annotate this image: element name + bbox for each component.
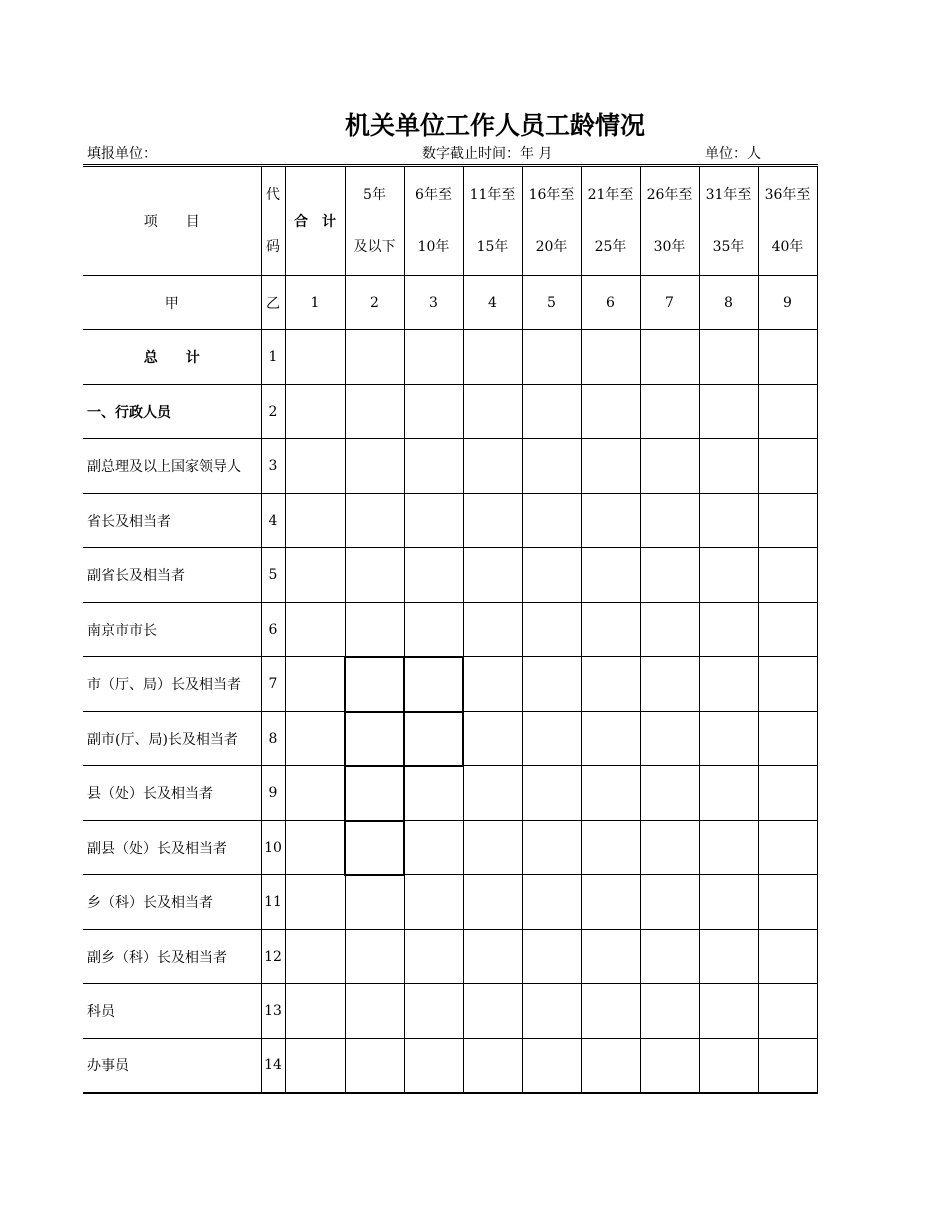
data-cell[interactable]	[345, 1039, 404, 1093]
data-cell[interactable]	[404, 984, 463, 1039]
range-header-top: 6年至	[415, 187, 452, 203]
data-cell[interactable]	[285, 439, 345, 494]
data-cell[interactable]	[522, 385, 581, 439]
data-cell[interactable]	[581, 930, 640, 984]
data-cell[interactable]	[640, 875, 699, 930]
range-header-top: 21年至	[587, 187, 634, 203]
data-cell[interactable]	[345, 494, 404, 548]
row-label: 市（厅、局）长及相当者	[83, 657, 261, 712]
row-code: 4	[261, 494, 285, 548]
row-label: 乡（科）长及相当者	[83, 875, 261, 930]
data-cell[interactable]	[522, 330, 581, 385]
range-header-cell	[522, 166, 581, 276]
data-cell[interactable]	[463, 875, 522, 930]
data-cell[interactable]	[285, 875, 345, 930]
data-cell[interactable]	[404, 766, 463, 821]
data-cell[interactable]	[581, 385, 640, 439]
range-header-bottom: 35年	[712, 239, 745, 255]
data-cell[interactable]	[758, 1039, 817, 1093]
data-cell[interactable]	[699, 603, 758, 657]
data-cell[interactable]	[699, 984, 758, 1039]
range-header-cell	[640, 166, 699, 276]
row-code: 3	[261, 439, 285, 494]
item-header-a: 项	[143, 214, 158, 230]
data-cell[interactable]	[758, 766, 817, 821]
data-cell[interactable]	[758, 984, 817, 1039]
data-cell[interactable]	[640, 548, 699, 603]
range-header-bottom: 40年	[771, 239, 804, 255]
data-cell[interactable]	[522, 930, 581, 984]
data-cell[interactable]	[699, 821, 758, 875]
index-code: 乙	[261, 276, 285, 330]
table-row	[83, 712, 817, 766]
data-cell[interactable]	[404, 439, 463, 494]
row-label: 省长及相当者	[83, 494, 261, 548]
data-cell[interactable]	[404, 385, 463, 439]
data-cell[interactable]	[285, 548, 345, 603]
data-cell[interactable]	[581, 766, 640, 821]
range-header-bottom: 15年	[476, 239, 509, 255]
data-cell[interactable]	[463, 548, 522, 603]
range-header-top: 36年至	[764, 187, 811, 203]
code-header-a: 代	[266, 187, 280, 203]
data-cell[interactable]	[463, 712, 522, 766]
data-cell[interactable]	[758, 657, 817, 712]
data-cell[interactable]	[699, 1039, 758, 1093]
total-header-b: 计	[322, 214, 336, 230]
total-label-a: 总	[143, 350, 158, 366]
data-cell[interactable]	[345, 548, 404, 603]
data-cell[interactable]	[522, 494, 581, 548]
data-cell[interactable]	[758, 821, 817, 875]
table-row	[83, 930, 817, 984]
row-code: 1	[261, 330, 285, 385]
code-header-cell	[261, 166, 285, 276]
data-cell[interactable]	[758, 548, 817, 603]
data-cell[interactable]	[285, 1039, 345, 1093]
range-header-top: 16年至	[528, 187, 575, 203]
data-cell[interactable]	[285, 984, 345, 1039]
data-cell[interactable]	[640, 712, 699, 766]
data-cell[interactable]	[640, 930, 699, 984]
range-header-top: 5年	[363, 187, 386, 203]
data-cell[interactable]	[640, 385, 699, 439]
row-code: 11	[261, 875, 285, 930]
data-cell[interactable]	[640, 1039, 699, 1093]
row-code: 8	[261, 712, 285, 766]
row-code: 6	[261, 603, 285, 657]
data-cell[interactable]	[285, 385, 345, 439]
row-label: 副市(厅、局)长及相当者	[83, 712, 261, 766]
header-row	[83, 166, 817, 276]
data-cell[interactable]	[345, 712, 404, 766]
data-cell[interactable]	[285, 494, 345, 548]
data-cell[interactable]	[463, 984, 522, 1039]
code-header-b: 码	[266, 239, 280, 255]
index-col: 7	[640, 276, 699, 330]
data-cell[interactable]	[522, 548, 581, 603]
table-row	[83, 330, 817, 385]
reporting-unit-label: 填报单位：	[87, 146, 157, 162]
data-cell[interactable]	[463, 385, 522, 439]
range-header-top: 31年至	[705, 187, 752, 203]
data-cell[interactable]	[522, 657, 581, 712]
table-row	[83, 439, 817, 494]
index-row	[83, 276, 817, 330]
range-header-cell	[699, 166, 758, 276]
data-cell[interactable]	[404, 548, 463, 603]
row-label: 办事员	[83, 1039, 261, 1093]
data-cell[interactable]	[758, 712, 817, 766]
data-cell[interactable]	[463, 930, 522, 984]
row-code: 13	[261, 984, 285, 1039]
range-header-top: 11年至	[469, 187, 516, 203]
data-cell[interactable]	[345, 821, 404, 875]
data-cell[interactable]	[285, 766, 345, 821]
range-header-cell	[404, 166, 463, 276]
deadline-label: 数字截止时间：年 月	[422, 146, 553, 162]
data-cell[interactable]	[758, 603, 817, 657]
item-header-b: 目	[185, 214, 200, 230]
data-cell[interactable]	[345, 930, 404, 984]
total-header-cell	[285, 166, 345, 276]
range-header-cell	[345, 166, 404, 276]
data-cell[interactable]	[345, 385, 404, 439]
index-col: 1	[285, 276, 345, 330]
table-row	[83, 385, 817, 439]
index-col: 4	[463, 276, 522, 330]
row-code: 12	[261, 930, 285, 984]
data-cell[interactable]	[640, 766, 699, 821]
data-cell[interactable]	[522, 766, 581, 821]
data-cell[interactable]	[758, 494, 817, 548]
row-code: 5	[261, 548, 285, 603]
data-cell[interactable]	[581, 439, 640, 494]
data-cell[interactable]	[699, 494, 758, 548]
table-row	[83, 1039, 817, 1093]
data-cell[interactable]	[404, 712, 463, 766]
data-cell[interactable]	[640, 657, 699, 712]
data-cell[interactable]	[699, 766, 758, 821]
data-cell[interactable]	[581, 875, 640, 930]
data-cell[interactable]	[463, 603, 522, 657]
data-cell[interactable]	[463, 494, 522, 548]
data-cell[interactable]	[345, 984, 404, 1039]
range-header-top: 26年至	[646, 187, 693, 203]
data-cell[interactable]	[345, 766, 404, 821]
data-cell[interactable]	[404, 603, 463, 657]
index-col: 6	[581, 276, 640, 330]
data-cell[interactable]	[699, 712, 758, 766]
index-col: 5	[522, 276, 581, 330]
table-row	[83, 766, 817, 821]
data-cell[interactable]	[699, 548, 758, 603]
data-cell[interactable]	[699, 330, 758, 385]
data-cell[interactable]	[758, 330, 817, 385]
range-header-bottom: 25年	[594, 239, 627, 255]
table-row	[83, 657, 817, 712]
data-cell[interactable]	[699, 385, 758, 439]
row-label: 南京市市长	[83, 603, 261, 657]
row-label: 县（处）长及相当者	[83, 766, 261, 821]
data-cell[interactable]	[640, 603, 699, 657]
data-cell[interactable]	[640, 439, 699, 494]
data-cell[interactable]	[345, 657, 404, 712]
table-row	[83, 875, 817, 930]
row-code: 2	[261, 385, 285, 439]
data-cell[interactable]	[345, 330, 404, 385]
data-cell[interactable]	[522, 821, 581, 875]
page-title: 机关单位工作人员工龄情况	[344, 111, 645, 140]
data-cell[interactable]	[581, 548, 640, 603]
range-header-bottom: 20年	[535, 239, 568, 255]
row-label: 一、行政人员	[83, 385, 261, 439]
data-cell[interactable]	[581, 821, 640, 875]
data-cell[interactable]	[758, 439, 817, 494]
row-label: 副县（处）长及相当者	[83, 821, 261, 875]
data-cell[interactable]	[463, 439, 522, 494]
item-header-cell	[83, 166, 261, 276]
data-cell[interactable]	[581, 603, 640, 657]
row-code: 14	[261, 1039, 285, 1093]
range-header-cell	[463, 166, 522, 276]
data-cell[interactable]	[285, 603, 345, 657]
index-col: 2	[345, 276, 404, 330]
data-cell[interactable]	[463, 766, 522, 821]
table-row	[83, 548, 817, 603]
data-cell[interactable]	[640, 821, 699, 875]
data-cell[interactable]	[285, 821, 345, 875]
data-cell[interactable]	[581, 657, 640, 712]
data-cell[interactable]	[463, 821, 522, 875]
data-cell[interactable]	[463, 1039, 522, 1093]
data-cell[interactable]	[345, 875, 404, 930]
data-cell[interactable]	[640, 494, 699, 548]
data-cell[interactable]	[581, 494, 640, 548]
row-code: 10	[261, 821, 285, 875]
table-row	[83, 821, 817, 875]
data-cell[interactable]	[522, 439, 581, 494]
data-cell[interactable]	[699, 930, 758, 984]
data-cell[interactable]	[285, 930, 345, 984]
range-header-cell	[581, 166, 640, 276]
data-cell[interactable]	[345, 603, 404, 657]
total-label-b: 计	[185, 350, 200, 366]
data-cell[interactable]	[404, 494, 463, 548]
data-cell[interactable]	[404, 875, 463, 930]
data-cell[interactable]	[463, 330, 522, 385]
range-header-bottom: 10年	[417, 239, 450, 255]
row-label: 副省长及相当者	[83, 548, 261, 603]
data-cell[interactable]	[522, 984, 581, 1039]
data-cell[interactable]	[758, 875, 817, 930]
row-label: 副乡（科）长及相当者	[83, 930, 261, 984]
row-code: 9	[261, 766, 285, 821]
index-col: 9	[758, 276, 817, 330]
data-cell[interactable]	[581, 712, 640, 766]
data-cell[interactable]	[522, 603, 581, 657]
table-row	[83, 984, 817, 1039]
seniority-table	[83, 164, 818, 1094]
range-header-cell	[758, 166, 817, 276]
data-cell[interactable]	[404, 1039, 463, 1093]
data-cell[interactable]	[699, 657, 758, 712]
row-code: 7	[261, 657, 285, 712]
data-cell[interactable]	[522, 875, 581, 930]
total-header-a: 合	[294, 214, 308, 230]
data-cell[interactable]	[404, 930, 463, 984]
data-cell[interactable]	[640, 984, 699, 1039]
data-cell[interactable]	[581, 1039, 640, 1093]
data-cell[interactable]	[285, 657, 345, 712]
data-cell[interactable]	[640, 330, 699, 385]
data-cell[interactable]	[522, 1039, 581, 1093]
table-row	[83, 603, 817, 657]
data-cell[interactable]	[404, 821, 463, 875]
data-cell[interactable]	[758, 385, 817, 439]
data-cell[interactable]	[758, 930, 817, 984]
row-label	[83, 330, 261, 385]
row-label: 副总理及以上国家领导人	[83, 439, 261, 494]
data-cell[interactable]	[404, 330, 463, 385]
data-cell[interactable]	[404, 657, 463, 712]
data-cell[interactable]	[285, 330, 345, 385]
table-row	[83, 494, 817, 548]
data-cell[interactable]	[581, 330, 640, 385]
data-cell[interactable]	[463, 657, 522, 712]
data-cell[interactable]	[285, 712, 345, 766]
data-cell[interactable]	[699, 875, 758, 930]
range-header-bottom: 及以下	[353, 239, 396, 255]
data-cell[interactable]	[522, 712, 581, 766]
index-label: 甲	[83, 276, 261, 330]
data-cell[interactable]	[699, 439, 758, 494]
data-cell[interactable]	[345, 439, 404, 494]
row-label: 科员	[83, 984, 261, 1039]
range-header-bottom: 30年	[653, 239, 686, 255]
measure-unit-label: 单位：人	[705, 146, 761, 162]
index-col: 8	[699, 276, 758, 330]
index-col: 3	[404, 276, 463, 330]
data-cell[interactable]	[581, 984, 640, 1039]
